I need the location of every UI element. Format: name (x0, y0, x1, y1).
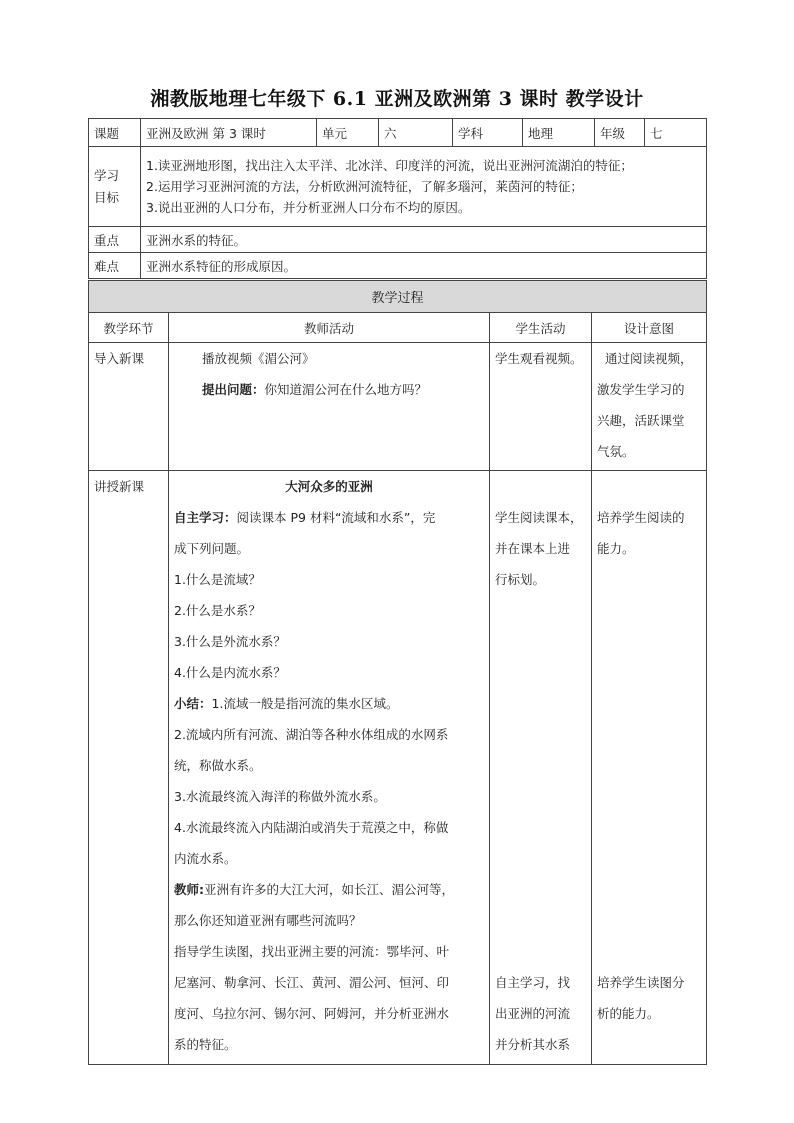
student-line: 并在课本上进 (495, 541, 571, 556)
self-study-line (174, 502, 484, 533)
summary-line: 2.流域内所有河流、湖泊等各种水体组成的水网系 (174, 727, 449, 742)
unit-value: 六 (379, 119, 453, 147)
design-intent-intro (592, 343, 707, 471)
subject-value: 地理 (523, 119, 595, 147)
summary-line: 内流水系。 (174, 851, 237, 866)
table-row (89, 343, 707, 471)
summary-text: 1.流域一般是指河流的集水区域。 (211, 696, 399, 711)
stage-lecture: 讲授新课 (89, 471, 169, 1065)
intent-line: 析的能力。 (597, 1006, 660, 1021)
student-line: 行标划。 (495, 572, 546, 587)
key-point-value: 亚洲水系的特征。 (141, 227, 707, 253)
objectives-label-line2: 目标 (94, 189, 120, 205)
teacher-line: 那么你还知道亚洲有哪些河流吗？ (174, 913, 362, 928)
summary-line (174, 688, 484, 719)
guide-line: 指导学生读图，找出亚洲主要的河流：鄂毕河、叶 (174, 944, 450, 959)
guide-line: 度河、乌拉尔河、锡尔河、阿姆河，并分析亚洲水 (174, 1006, 450, 1021)
question-item: 4.什么是内流水系？ (174, 665, 286, 680)
grade-value: 七 (645, 119, 707, 147)
self-study-text: 阅读课本 P9 材料“流域和水系”，完 (236, 510, 436, 525)
column-header-stage: 教学环节 (89, 313, 169, 343)
page-title: 湘教版地理七年级下 6.1 亚洲及欧洲第 3 课时 教学设计 (150, 88, 644, 110)
unit-label: 单元 (317, 119, 379, 147)
column-header-intent: 设计意图 (592, 313, 707, 343)
question-item: 1.什么是流域？ (174, 572, 261, 587)
guide-line: 系的特征。 (174, 1037, 237, 1052)
objective-item: 1.读亚洲地形图，找出注入太平洋、北冰洋、印度洋的河流，说出亚洲河流湖泊的特征； (146, 158, 633, 173)
design-intent-lecture (592, 471, 707, 1065)
summary-line: 3.水流最终流入海洋的称做外流水系。 (174, 789, 386, 804)
summary-label: 小结： (174, 696, 212, 711)
intent-line: 能力。 (597, 541, 635, 556)
question-label: 提出问题： (202, 382, 265, 397)
question-item: 3.什么是外流水系？ (174, 634, 286, 649)
stage-intro: 导入新课 (89, 343, 169, 471)
guide-line: 尼塞河、勒拿河、长江、黄河、湄公河、恒河、印 (174, 975, 450, 990)
student-line: 自主学习，找 (495, 975, 571, 990)
summary-line: 统，称做水系。 (174, 758, 262, 773)
lesson-info-table (88, 118, 707, 279)
intent-line: 兴趣，活跃课堂 (597, 413, 685, 428)
student-line: 出亚洲的河流 (495, 1006, 571, 1021)
objectives-content (141, 147, 707, 227)
teacher-label: 教师: (174, 882, 204, 897)
intent-line: 培养学生读图分 (597, 975, 685, 990)
objectives-label (89, 147, 141, 227)
teacher-text: 亚洲有许多的大江大河，如长江、湄公河等， (204, 882, 455, 897)
question-text: 你知道湄公河在什么地方吗？ (264, 382, 428, 397)
intent-line: 通过阅读视频， (605, 351, 693, 366)
intent-line: 培养学生阅读的 (597, 510, 685, 525)
question-item: 2.什么是水系？ (174, 603, 261, 618)
self-study-cont: 成下列问题。 (174, 541, 250, 556)
intro-line: 播放视频《湄公河》 (202, 351, 315, 366)
topic-value: 亚洲及欧洲 第 3 课时 (141, 119, 317, 147)
teacher-line (174, 874, 484, 905)
summary-line: 4.水流最终流入内陆湖泊或消失于荒漠之中，称做 (174, 820, 449, 835)
key-point-label: 重点 (89, 227, 141, 253)
column-header-student: 学生活动 (490, 313, 592, 343)
objective-item: 3.说出亚洲的人口分布，并分析亚洲人口分布不均的原因。 (146, 200, 471, 215)
intro-question (174, 374, 484, 405)
self-study-label: 自主学习： (174, 510, 237, 525)
difficulty-value: 亚洲水系特征的形成原因。 (141, 253, 707, 279)
teaching-process-table (88, 280, 707, 1065)
objectives-label-line1: 学习 (94, 167, 120, 183)
topic-label: 课题 (89, 119, 141, 147)
intent-line: 气氛。 (597, 444, 635, 459)
subject-label: 学科 (453, 119, 523, 147)
process-header: 教学过程 (89, 281, 707, 313)
section-heading: 大河众多的亚洲 (285, 479, 373, 494)
student-activity-lecture (490, 471, 592, 1065)
difficulty-label: 难点 (89, 253, 141, 279)
teacher-activity-lecture (169, 471, 490, 1065)
student-activity-intro: 学生观看视频。 (490, 343, 592, 471)
objective-item: 2.运用学习亚洲河流的方法，分析欧洲河流特征，了解多瑙河，莱茵河的特征； (146, 179, 583, 194)
table-row (89, 471, 707, 1065)
teacher-activity-intro (169, 343, 490, 471)
column-header-teacher: 教师活动 (169, 313, 490, 343)
intent-line: 激发学生学习的 (597, 382, 685, 397)
grade-label: 年级 (595, 119, 645, 147)
student-line: 并分析其水系 (495, 1037, 571, 1052)
student-line: 学生阅读课本， (495, 510, 583, 525)
